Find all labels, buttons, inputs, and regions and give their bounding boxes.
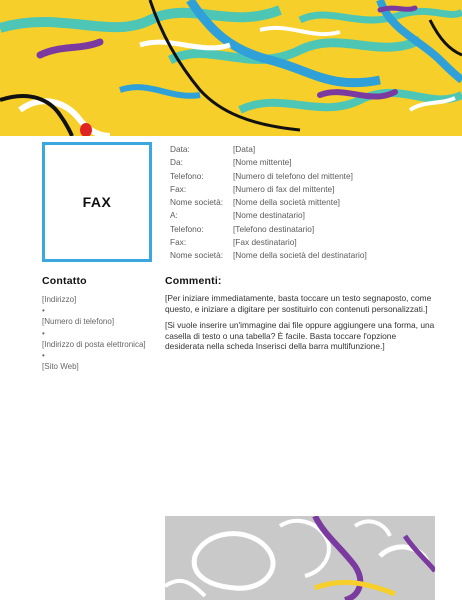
field-value[interactable]: [Numero di telefono del mittente]	[233, 170, 353, 181]
field-label: A:	[170, 210, 178, 221]
field-label: Nome società:	[170, 197, 224, 208]
field-row-sender-fax	[170, 183, 450, 196]
field-value[interactable]: [Nome destinatario]	[233, 210, 305, 221]
field-label: Nome società:	[170, 250, 224, 261]
footer-banner-art	[165, 516, 435, 600]
comments-body	[165, 293, 435, 358]
field-label: Telefono:	[170, 223, 204, 234]
field-value[interactable]: [Nome della società mittente]	[233, 197, 340, 208]
field-value[interactable]: [Fax destinatario]	[233, 237, 297, 248]
field-row-sender-phone	[170, 170, 450, 183]
contact-separator: •	[42, 328, 45, 338]
contact-email[interactable]: [Indirizzo di posta elettronica]	[42, 339, 146, 349]
comments-paragraph[interactable]: [Per iniziare immediatamente, basta toccare un testo segnaposto, come questo, e iniziare a digitare per sostituirlo con contenuti personalizzati.]	[165, 293, 432, 314]
field-value[interactable]: [Telefono destinatario]	[233, 223, 315, 234]
comments-heading: Commenti:	[165, 275, 222, 287]
header-banner-art	[0, 0, 462, 136]
field-row-sender-company	[170, 196, 450, 209]
field-label: Telefono:	[170, 170, 204, 181]
field-value[interactable]: [Nome della società del destinatario]	[233, 250, 367, 261]
field-row-recipient-phone	[170, 223, 450, 236]
field-value[interactable]: [Data]	[233, 144, 256, 154]
field-label: Fax:	[170, 183, 187, 194]
swirl-pattern-image	[0, 0, 462, 136]
contact-separator: •	[42, 306, 45, 316]
contact-website[interactable]: [Sito Web]	[42, 362, 79, 372]
comments-paragraph[interactable]: [Si vuole inserire un'immagine dai file oppure aggiungere una forma, una casella di testo o una tabella? È facile. Basta toccare l'opzione desiderata nella scheda Inserisci della barra multifunzione.]	[165, 320, 435, 352]
field-label: Da:	[170, 157, 183, 168]
field-row-date	[170, 143, 450, 156]
footer-swirl-image	[165, 516, 435, 600]
fax-title: FAX	[82, 194, 112, 210]
contact-address[interactable]: [Indirizzo]	[42, 295, 77, 304]
fax-header-fields	[170, 143, 450, 263]
field-value[interactable]: [Nome mittente]	[233, 157, 292, 168]
field-label: Data:	[170, 144, 190, 154]
contact-heading: Contatto	[42, 275, 87, 287]
fax-title-frame	[42, 142, 152, 262]
contact-separator: •	[42, 350, 45, 360]
contact-list	[42, 294, 162, 372]
field-value[interactable]: [Numero di fax del mittente]	[233, 183, 335, 194]
field-row-recipient-fax	[170, 236, 450, 249]
contact-phone[interactable]: [Numero di telefono]	[42, 317, 115, 327]
field-row-from	[170, 156, 450, 169]
field-row-recipient-company	[170, 249, 450, 262]
field-label: Fax:	[170, 237, 187, 248]
field-row-to	[170, 209, 450, 222]
